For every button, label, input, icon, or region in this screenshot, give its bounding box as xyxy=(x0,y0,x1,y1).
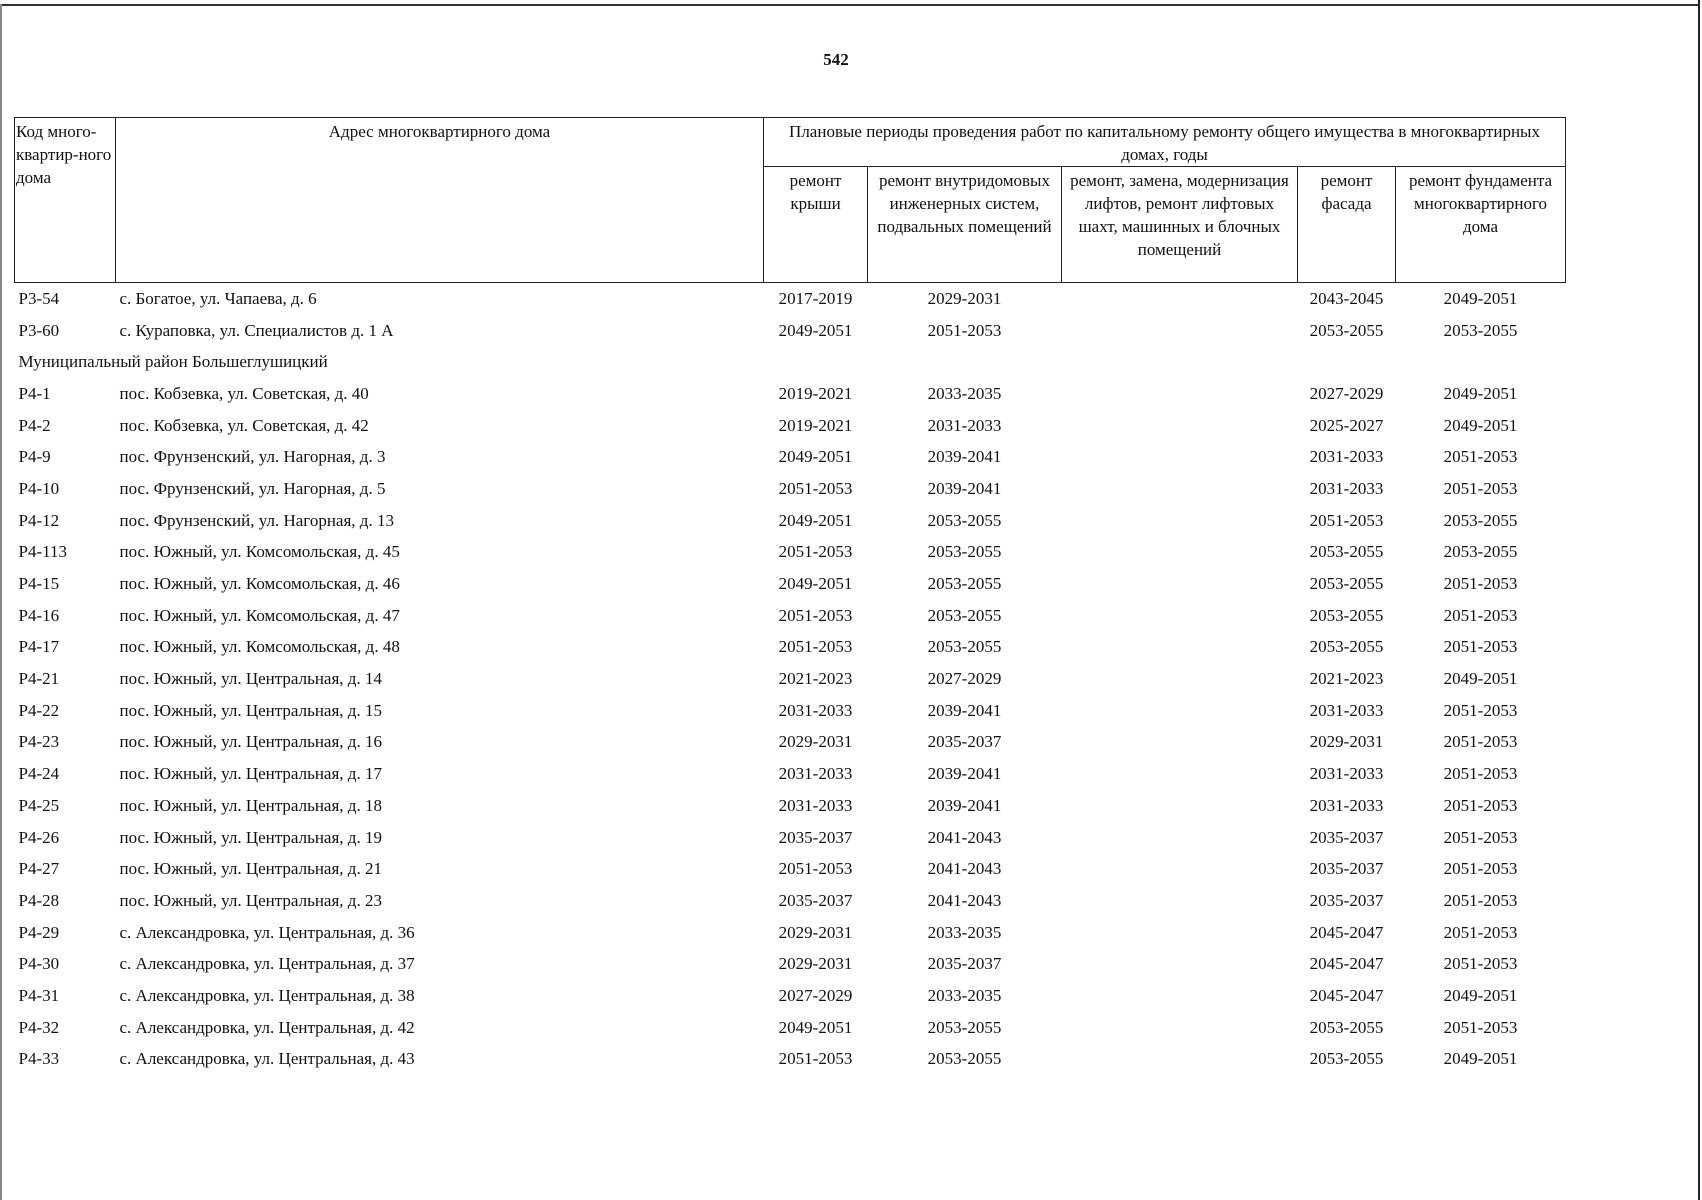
table-row xyxy=(15,600,1566,632)
cell-lifts xyxy=(1062,695,1298,727)
cell-facade: 2045-2047 xyxy=(1309,922,1384,942)
cell-facade: 2035-2037 xyxy=(1309,827,1384,847)
cell-facade: 2031-2033 xyxy=(1309,795,1384,815)
cell-foundation: 2051-2053 xyxy=(1443,954,1518,974)
cell-systems: 2053-2055 xyxy=(927,1049,1002,1069)
cell-address: пос. Южный, ул. Комсомольская, д. 46 xyxy=(119,574,400,594)
cell-lifts xyxy=(1062,853,1298,885)
cell-foundation: 2049-2051 xyxy=(1443,1049,1518,1069)
cell-roof: 2049-2051 xyxy=(778,510,853,530)
table-row xyxy=(15,1044,1566,1076)
cell-systems: 2027-2029 xyxy=(927,669,1002,689)
cell-address: пос. Южный, ул. Центральная, д. 18 xyxy=(119,795,382,815)
cell-roof: 2049-2051 xyxy=(778,1017,853,1037)
cell-code: Р4-12 xyxy=(18,510,60,530)
cell-lifts xyxy=(1062,1012,1298,1044)
cell-systems: 2053-2055 xyxy=(927,637,1002,657)
cell-address: пос. Кобзевка, ул. Советская, д. 42 xyxy=(119,415,369,435)
cell-roof: 2051-2053 xyxy=(778,859,853,879)
cell-code: Р4-24 xyxy=(18,764,60,784)
cell-facade: 2027-2029 xyxy=(1309,383,1384,403)
cell-roof: 2031-2033 xyxy=(778,764,853,784)
cell-address: пос. Южный, ул. Комсомольская, д. 48 xyxy=(119,637,400,657)
cell-systems: 2033-2035 xyxy=(927,922,1002,942)
table-row xyxy=(15,315,1566,347)
cell-foundation: 2051-2053 xyxy=(1443,859,1518,879)
cell-facade: 2053-2055 xyxy=(1309,605,1384,625)
table-row xyxy=(15,473,1566,505)
cell-facade: 2051-2053 xyxy=(1309,510,1384,530)
cell-systems: 2039-2041 xyxy=(927,447,1002,467)
cell-systems: 2041-2043 xyxy=(927,827,1002,847)
header-lifts: ремонт, замена, модернизация лифтов, ремонт лифтовых шахт, машинных и блочных помещений xyxy=(1062,167,1298,283)
cell-lifts xyxy=(1062,790,1298,822)
cell-systems: 2033-2035 xyxy=(927,985,1002,1005)
cell-roof: 2027-2029 xyxy=(778,985,853,1005)
cell-address: пос. Южный, ул. Комсомольская, д. 47 xyxy=(119,605,400,625)
cell-lifts xyxy=(1062,663,1298,695)
cell-foundation: 2051-2053 xyxy=(1443,574,1518,594)
cell-lifts xyxy=(1062,758,1298,790)
cell-facade: 2053-2055 xyxy=(1309,1017,1384,1037)
cell-lifts xyxy=(1062,917,1298,949)
cell-code: Р3-60 xyxy=(18,320,60,340)
cell-lifts xyxy=(1062,980,1298,1012)
table-header xyxy=(15,118,1566,283)
cell-systems: 2029-2031 xyxy=(927,288,1002,308)
page-border-right xyxy=(1698,0,1700,1200)
cell-systems: 2039-2041 xyxy=(927,478,1002,498)
cell-lifts xyxy=(1062,948,1298,980)
header-row xyxy=(15,118,1566,167)
cell-systems: 2035-2037 xyxy=(927,954,1002,974)
cell-foundation: 2049-2051 xyxy=(1443,288,1518,308)
cell-roof: 2029-2031 xyxy=(778,922,853,942)
cell-foundation: 2049-2051 xyxy=(1443,669,1518,689)
table-row xyxy=(15,663,1566,695)
cell-systems: 2053-2055 xyxy=(927,510,1002,530)
cell-roof: 2049-2051 xyxy=(778,320,853,340)
table-row xyxy=(15,917,1566,949)
cell-code: Р4-17 xyxy=(18,637,60,657)
table-row xyxy=(15,758,1566,790)
table-row xyxy=(15,441,1566,473)
cell-systems: 2039-2041 xyxy=(927,764,1002,784)
table-row xyxy=(15,695,1566,727)
cell-facade: 2053-2055 xyxy=(1309,542,1384,562)
cell-lifts xyxy=(1062,1044,1298,1076)
cell-code: Р4-23 xyxy=(18,732,60,752)
header-systems: ремонт внутридомовых инженерных систем, подвальных помещений xyxy=(868,167,1062,283)
page-number: 542 xyxy=(823,50,849,69)
page-border-left xyxy=(0,4,2,1200)
table-row xyxy=(15,853,1566,885)
table-row xyxy=(15,568,1566,600)
cell-roof: 2017-2019 xyxy=(778,288,853,308)
cell-lifts xyxy=(1062,885,1298,917)
cell-foundation: 2051-2053 xyxy=(1443,795,1518,815)
cell-facade: 2029-2031 xyxy=(1309,732,1384,752)
cell-systems: 2041-2043 xyxy=(927,890,1002,910)
cell-lifts xyxy=(1062,568,1298,600)
cell-address: пос. Южный, ул. Комсомольская, д. 45 xyxy=(119,542,400,562)
cell-foundation: 2051-2053 xyxy=(1443,764,1518,784)
section-title: Муниципальный район Большеглушицкий xyxy=(18,352,328,372)
cell-code: Р4-15 xyxy=(18,574,60,594)
cell-facade: 2035-2037 xyxy=(1309,859,1384,879)
cell-code: Р4-28 xyxy=(18,890,60,910)
cell-systems: 2041-2043 xyxy=(927,859,1002,879)
table-row xyxy=(15,378,1566,410)
cell-foundation: 2051-2053 xyxy=(1443,447,1518,467)
cell-roof: 2051-2053 xyxy=(778,1049,853,1069)
cell-address: пос. Южный, ул. Центральная, д. 15 xyxy=(119,700,382,720)
cell-roof: 2035-2037 xyxy=(778,890,853,910)
cell-facade: 2053-2055 xyxy=(1309,574,1384,594)
cell-facade: 2053-2055 xyxy=(1309,1049,1384,1069)
table-body xyxy=(15,283,1566,1076)
cell-foundation: 2053-2055 xyxy=(1443,542,1518,562)
cell-facade: 2031-2033 xyxy=(1309,447,1384,467)
cell-address: пос. Фрунзенский, ул. Нагорная, д. 13 xyxy=(119,510,394,530)
cell-lifts xyxy=(1062,537,1298,569)
cell-foundation: 2051-2053 xyxy=(1443,732,1518,752)
cell-address: с. Александровка, ул. Центральная, д. 37 xyxy=(119,954,415,974)
cell-lifts xyxy=(1062,315,1298,347)
cell-foundation: 2049-2051 xyxy=(1443,985,1518,1005)
table-row xyxy=(15,980,1566,1012)
cell-lifts xyxy=(1062,441,1298,473)
cell-code: Р4-113 xyxy=(18,542,67,562)
cell-foundation: 2051-2053 xyxy=(1443,1017,1518,1037)
cell-facade: 2053-2055 xyxy=(1309,320,1384,340)
cell-facade: 2043-2045 xyxy=(1309,288,1384,308)
cell-code: Р4-30 xyxy=(18,954,60,974)
cell-address: пос. Южный, ул. Центральная, д. 16 xyxy=(119,732,382,752)
cell-roof: 2051-2053 xyxy=(778,637,853,657)
table-row xyxy=(15,790,1566,822)
cell-code: Р4-1 xyxy=(18,383,51,403)
cell-address: с. Александровка, ул. Центральная, д. 36 xyxy=(119,922,415,942)
cell-roof: 2019-2021 xyxy=(778,415,853,435)
cell-facade: 2031-2033 xyxy=(1309,478,1384,498)
cell-roof: 2021-2023 xyxy=(778,669,853,689)
cell-address: пос. Фрунзенский, ул. Нагорная, д. 5 xyxy=(119,478,386,498)
cell-systems: 2053-2055 xyxy=(927,574,1002,594)
cell-systems: 2033-2035 xyxy=(927,383,1002,403)
cell-systems: 2053-2055 xyxy=(927,605,1002,625)
table-row xyxy=(15,948,1566,980)
header-code: Код много-квартир-ного дома xyxy=(15,118,116,283)
cell-facade: 2031-2033 xyxy=(1309,700,1384,720)
cell-facade: 2045-2047 xyxy=(1309,985,1384,1005)
cell-lifts xyxy=(1062,473,1298,505)
table-row xyxy=(15,537,1566,569)
cell-code: Р4-25 xyxy=(18,795,60,815)
cell-code: Р4-31 xyxy=(18,985,60,1005)
cell-code: Р4-2 xyxy=(18,415,51,435)
cell-foundation: 2053-2055 xyxy=(1443,320,1518,340)
cell-code: Р4-26 xyxy=(18,827,60,847)
cell-address: с. Александровка, ул. Центральная, д. 38 xyxy=(119,985,415,1005)
cell-code: Р4-27 xyxy=(18,859,60,879)
cell-foundation: 2051-2053 xyxy=(1443,637,1518,657)
cell-foundation: 2051-2053 xyxy=(1443,922,1518,942)
header-periods: Плановые периоды проведения работ по капитальному ремонту общего имущества в многоквартирных домах, годы xyxy=(764,118,1566,167)
cell-address: пос. Южный, ул. Центральная, д. 19 xyxy=(119,827,382,847)
cell-roof: 2051-2053 xyxy=(778,605,853,625)
cell-lifts xyxy=(1062,410,1298,442)
cell-systems: 2051-2053 xyxy=(927,320,1002,340)
cell-systems: 2031-2033 xyxy=(927,415,1002,435)
cell-foundation: 2049-2051 xyxy=(1443,383,1518,403)
cell-lifts xyxy=(1062,505,1298,537)
cell-code: Р4-21 xyxy=(18,669,60,689)
header-roof: ремонт крыши xyxy=(764,167,868,283)
cell-roof: 2035-2037 xyxy=(778,827,853,847)
table-row xyxy=(15,410,1566,442)
table-row xyxy=(15,632,1566,664)
cell-code: Р4-33 xyxy=(18,1049,60,1069)
cell-address: пос. Кобзевка, ул. Советская, д. 40 xyxy=(119,383,369,403)
cell-address: пос. Южный, ул. Центральная, д. 17 xyxy=(119,764,382,784)
cell-address: с. Александровка, ул. Центральная, д. 42 xyxy=(119,1017,415,1037)
cell-systems: 2035-2037 xyxy=(927,732,1002,752)
cell-address: пос. Южный, ул. Центральная, д. 23 xyxy=(119,890,382,910)
cell-address: пос. Южный, ул. Центральная, д. 21 xyxy=(119,859,382,879)
header-address: Адрес многоквартирного дома xyxy=(116,118,764,283)
cell-foundation: 2051-2053 xyxy=(1443,827,1518,847)
cell-foundation: 2051-2053 xyxy=(1443,700,1518,720)
cell-lifts xyxy=(1062,632,1298,664)
cell-systems: 2039-2041 xyxy=(927,700,1002,720)
cell-lifts xyxy=(1062,378,1298,410)
cell-lifts xyxy=(1062,283,1298,315)
header-facade: ремонт фасада xyxy=(1298,167,1396,283)
header-foundation: ремонт фундамента многоквартирного дома xyxy=(1396,167,1566,283)
table-row xyxy=(15,505,1566,537)
cell-roof: 2029-2031 xyxy=(778,954,853,974)
cell-foundation: 2053-2055 xyxy=(1443,510,1518,530)
table-row xyxy=(15,885,1566,917)
cell-foundation: 2051-2053 xyxy=(1443,605,1518,625)
cell-lifts xyxy=(1062,727,1298,759)
cell-code: Р3-54 xyxy=(18,288,60,308)
cell-roof: 2049-2051 xyxy=(778,574,853,594)
cell-facade: 2053-2055 xyxy=(1309,637,1384,657)
cell-facade: 2045-2047 xyxy=(1309,954,1384,974)
cell-roof: 2049-2051 xyxy=(778,447,853,467)
cell-facade: 2035-2037 xyxy=(1309,890,1384,910)
cell-roof: 2031-2033 xyxy=(778,795,853,815)
table-row xyxy=(15,283,1566,315)
table-row xyxy=(15,1012,1566,1044)
capital-repair-table xyxy=(14,117,1566,1075)
cell-roof: 2029-2031 xyxy=(778,732,853,752)
cell-foundation: 2049-2051 xyxy=(1443,415,1518,435)
cell-facade: 2021-2023 xyxy=(1309,669,1384,689)
cell-code: Р4-9 xyxy=(18,447,51,467)
cell-lifts xyxy=(1062,822,1298,854)
cell-systems: 2053-2055 xyxy=(927,542,1002,562)
cell-roof: 2051-2053 xyxy=(778,478,853,498)
cell-code: Р4-10 xyxy=(18,478,60,498)
cell-code: Р4-32 xyxy=(18,1017,60,1037)
cell-lifts xyxy=(1062,600,1298,632)
cell-foundation: 2051-2053 xyxy=(1443,478,1518,498)
cell-address: с. Александровка, ул. Центральная, д. 43 xyxy=(119,1049,415,1069)
cell-code: Р4-22 xyxy=(18,700,60,720)
cell-systems: 2053-2055 xyxy=(927,1017,1002,1037)
cell-code: Р4-16 xyxy=(18,605,60,625)
cell-roof: 2031-2033 xyxy=(778,700,853,720)
table-row xyxy=(15,822,1566,854)
cell-code: Р4-29 xyxy=(18,922,60,942)
cell-address: с. Богатое, ул. Чапаева, д. 6 xyxy=(119,288,317,308)
cell-systems: 2039-2041 xyxy=(927,795,1002,815)
cell-facade: 2031-2033 xyxy=(1309,764,1384,784)
cell-foundation: 2051-2053 xyxy=(1443,890,1518,910)
cell-address: с. Кураповка, ул. Специалистов д. 1 А xyxy=(119,320,394,340)
cell-facade: 2025-2027 xyxy=(1309,415,1384,435)
page-border-top xyxy=(0,4,1700,6)
cell-roof: 2019-2021 xyxy=(778,383,853,403)
table-row xyxy=(15,727,1566,759)
cell-address: пос. Южный, ул. Центральная, д. 14 xyxy=(119,669,382,689)
section-row xyxy=(15,346,1566,378)
cell-roof: 2051-2053 xyxy=(778,542,853,562)
cell-address: пос. Фрунзенский, ул. Нагорная, д. 3 xyxy=(119,447,386,467)
